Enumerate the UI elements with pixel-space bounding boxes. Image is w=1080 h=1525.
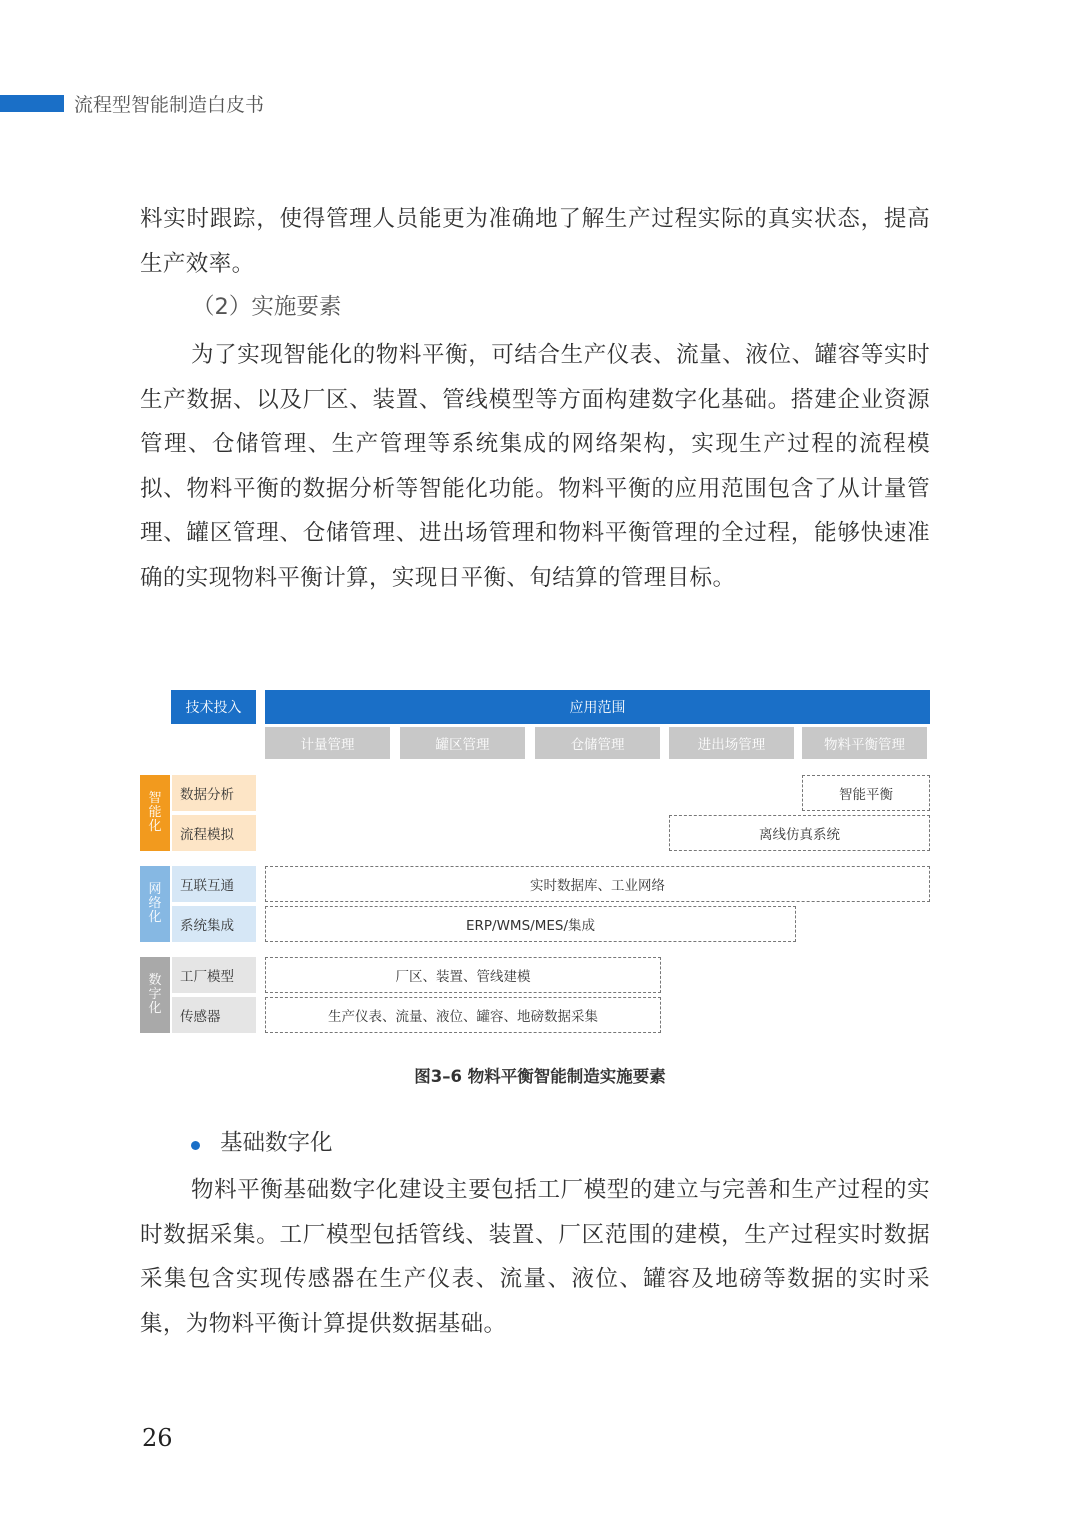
paragraph-3: 物料平衡基础数字化建设主要包括工厂模型的建立与完善和生产过程的实时数据采集。工厂模型包括管线、装置、厂区范围的建模，生产过程实时数据采集包含实现传感器在生产仪表、流量、液位、罐容及地磅等数据的实时采集，为物料平衡计算提供数据基础。 [140, 1177, 930, 1337]
header-accent-bar [0, 95, 64, 112]
box-offline-sim: 离线仿真系统 [669, 815, 930, 851]
row-label-process-sim: 流程模拟 [172, 815, 256, 851]
group-digital-side [140, 957, 170, 1033]
application-scope-header: 应用范围 [265, 690, 930, 724]
group-intelligent-char: 能 [148, 805, 162, 820]
box-realtime-db: 实时数据库、工业网络 [265, 866, 930, 902]
box-factory-model: 厂区、装置、管线建模 [265, 957, 661, 993]
page-number: 26 [142, 1424, 173, 1452]
category-entry-exit: 进出场管理 [669, 727, 794, 759]
group-intelligent-char: 智 [148, 791, 162, 806]
group-digital-char: 数 [148, 973, 162, 988]
row-label-interconnect: 互联互通 [172, 866, 256, 902]
row-label-system-integration: 系统集成 [172, 906, 256, 942]
header-title: 流程型智能制造白皮书 [74, 94, 265, 116]
row-label-factory-model: 工厂模型 [172, 957, 256, 993]
group-intelligent-side [140, 775, 170, 851]
group-digital-char: 字 [148, 987, 162, 1002]
category-material-balance: 物料平衡管理 [802, 727, 927, 759]
box-sensor-collection: 生产仪表、流量、液位、罐容、地磅数据采集 [265, 997, 661, 1033]
bullet-heading: 基础数字化 [220, 1130, 333, 1156]
group-digital-char: 化 [148, 1001, 162, 1016]
category-metering: 计量管理 [265, 727, 390, 759]
tech-input-header: 技术投入 [171, 690, 256, 724]
box-smart-balance: 智能平衡 [802, 775, 930, 811]
paragraph-1: 料实时跟踪，使得管理人员能更为准确地了解生产过程实际的真实状态，提高生产效率。 [140, 206, 930, 277]
paragraph-2: 为了实现智能化的物料平衡，可结合生产仪表、流量、液位、罐容等实时生产数据、以及厂区、装置、管线模型等方面构建数字化基础。搭建企业资源管理、仓储管理、生产管理等系统集成的网络架构，实现生产过程的流程模拟、物料平衡的数据分析等智能化功能。物料平衡的应用范围包含了从计量管理、罐区管理、仓储管理、进出场管理和物料平衡管理的全过程，能够快速准确的实现物料平衡计算，实现日平衡、旬结算的管理目标。 [140, 342, 930, 591]
group-network-side [140, 866, 170, 942]
row-label-sensor: 传感器 [172, 997, 256, 1033]
bullet-dot-icon [191, 1141, 200, 1150]
row-label-data-analysis: 数据分析 [172, 775, 256, 811]
subheading: （2）实施要素 [192, 294, 342, 320]
implementation-diagram [140, 690, 930, 1035]
figure-caption: 图3–6 物料平衡智能制造实施要素 [414, 1067, 666, 1086]
category-tank-area: 罐区管理 [400, 727, 525, 759]
category-warehouse: 仓储管理 [535, 727, 660, 759]
group-network-char: 化 [148, 910, 162, 925]
group-network-char: 络 [148, 896, 162, 911]
box-erp-integration: ERP/WMS/MES/集成 [265, 906, 796, 942]
group-intelligent-char: 化 [148, 819, 162, 834]
group-network-char: 网 [148, 882, 162, 897]
